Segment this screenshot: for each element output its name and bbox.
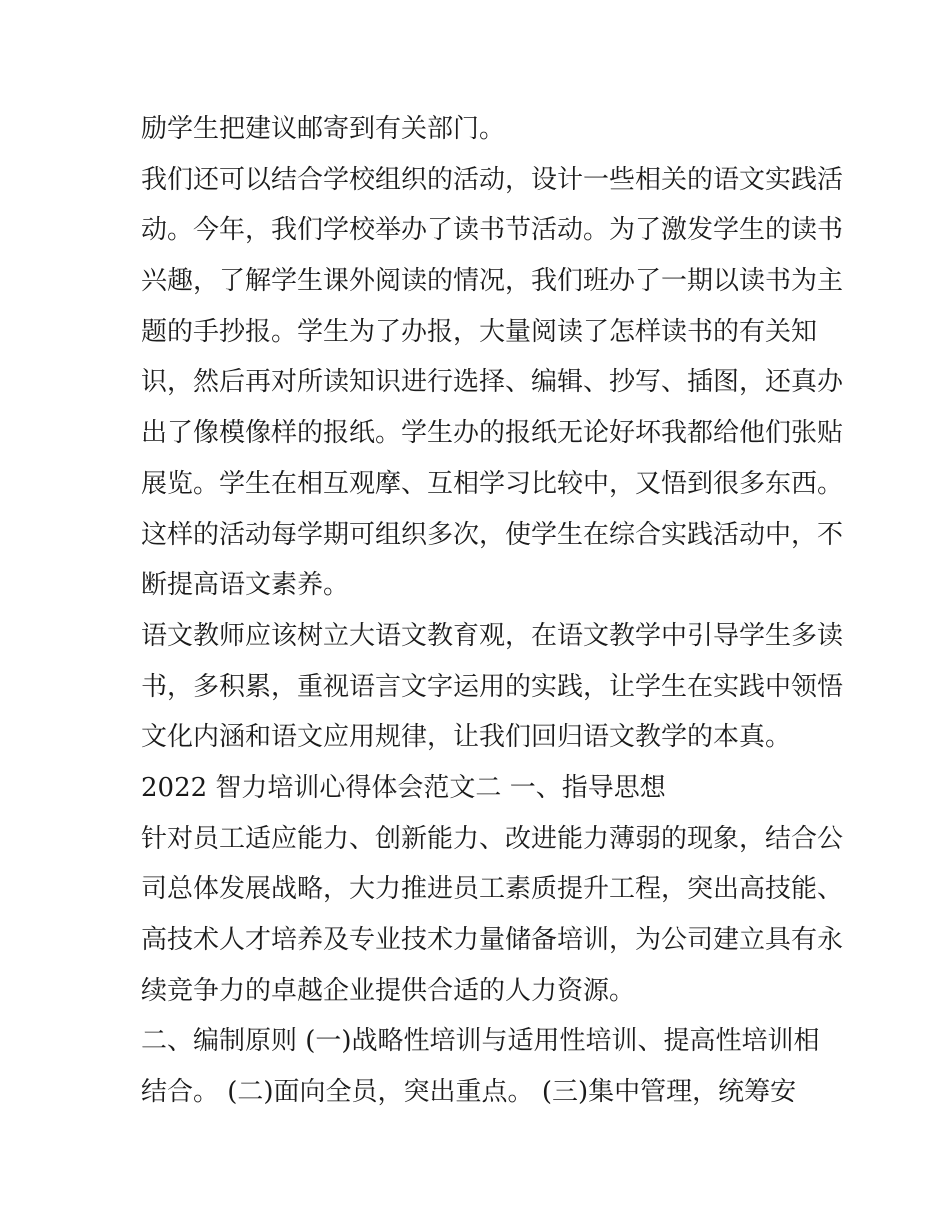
text-line: 识，然后再对所读知识进行选择、编辑、抄写、插图，还真办 xyxy=(141,367,844,398)
text-line: 兴趣，了解学生课外阅读的情况，我们班办了一期以读书为主 xyxy=(141,266,844,297)
text-line: 针对员工适应能力、创新能力、改进能力薄弱的现象，结合公 xyxy=(141,823,844,854)
text-line: 高技术人才培养及专业技术力量储备培训，为公司建立具有永 xyxy=(141,925,844,955)
text-line: 司总体发展战略，大力推进员工素质提升工程，突出高技能、 xyxy=(141,874,844,905)
text-line: 题的手抄报。学生为了办报，大量阅读了怎样读书的有关知 xyxy=(141,316,818,347)
text-line: 结合。 (二)面向全员，突出重点。 (三)集中管理，统筹安 xyxy=(141,1077,797,1108)
text-line: 二、编制原则 (一)战略性培训与适用性培训、提高性培训相 xyxy=(141,1026,820,1057)
text-line: 出了像模像样的报纸。学生办的报纸无论好坏我都给他们张贴 xyxy=(141,418,844,449)
text-line: 动。今年，我们学校举办了读书节活动。为了激发学生的读书 xyxy=(141,215,844,246)
text-line: 文化内涵和语文应用规律，让我们回归语文教学的本真。 xyxy=(141,722,792,753)
document-body xyxy=(141,104,844,1118)
text-line: 续竞争力的卓越企业提供合适的人力资源。 xyxy=(141,975,636,1006)
text-line: 断提高语文素养。 xyxy=(141,570,350,601)
text-line: 书，多积累，重视语言文字运用的实践，让学生在实践中领悟 xyxy=(141,671,844,702)
section-heading: 2022 智力培训心得体会范文二 一、指导思想 xyxy=(141,772,666,803)
text-line: 我们还可以结合学校组织的活动，设计一些相关的语文实践活 xyxy=(141,164,844,195)
text-line: 励学生把建议邮寄到有关部门。 xyxy=(141,114,506,144)
text-line: 语文教师应该树立大语文教育观，在语文教学中引导学生多读 xyxy=(141,620,844,651)
text-line: 这样的活动每学期可组织多次，使学生在综合实践活动中，不 xyxy=(141,519,844,550)
text-line: 展览。学生在相互观摩、互相学习比较中，又悟到很多东西。 xyxy=(141,468,844,499)
